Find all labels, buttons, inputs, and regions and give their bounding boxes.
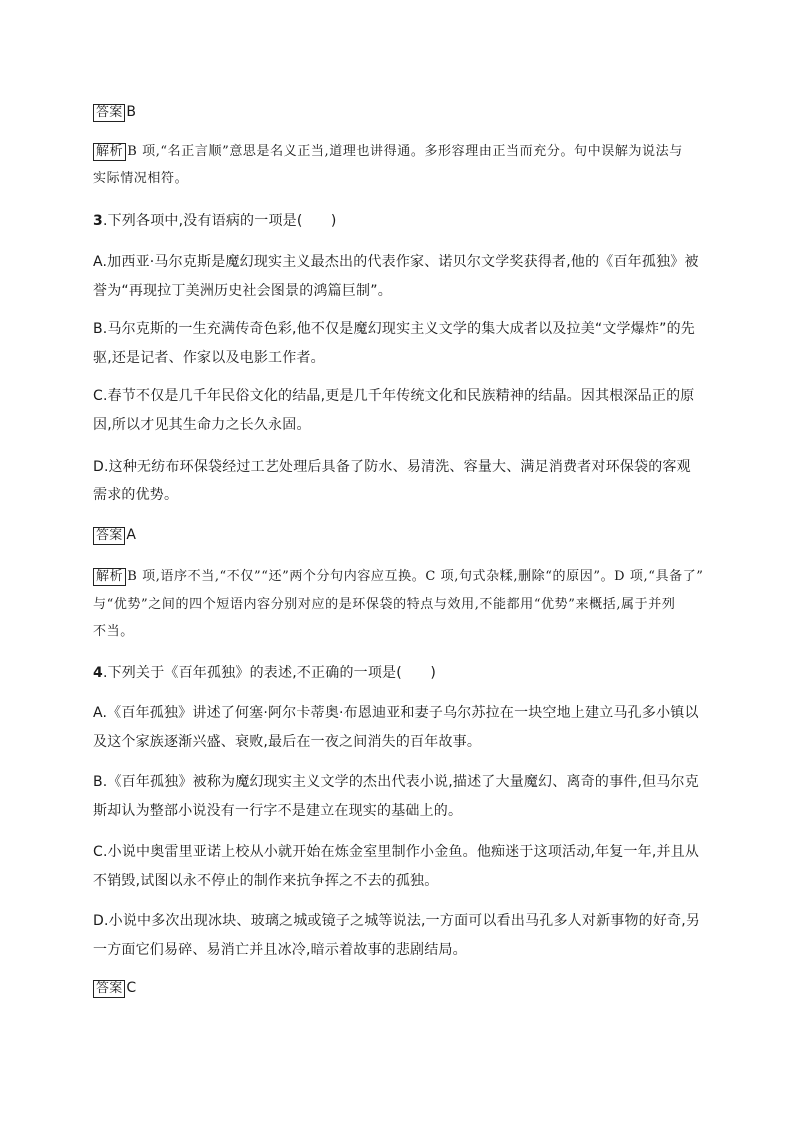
answer-line [93, 526, 703, 545]
option-a-line: 誉为“再现拉丁美洲历史社会图景的鸿篇巨制”。 [93, 283, 392, 299]
option-d-line: 一方面它们易碎、易消亡并且冰冷,暗示着故事的悲剧结局。 [93, 942, 467, 958]
analysis-line [93, 143, 703, 161]
answer-tag: 答案 [93, 980, 125, 998]
option-c-line: C.春节不仅是几千年民俗文化的结晶,更是几千年传统文化和民族精神的结晶。因其根深品正的原 [93, 388, 695, 404]
question-number: 3 [93, 213, 103, 229]
option-c-line: 不销毁,试图以永不停止的制作来抗争挥之不去的孤独。 [93, 873, 439, 889]
answer-value: B [126, 104, 137, 120]
answer-line [93, 979, 703, 998]
option-c-line: 因,所以才见其生命力之长久永固。 [93, 417, 311, 433]
answer-tag: 答案 [93, 527, 125, 545]
option-a-line: A.加西亚·马尔克斯是魔幻现实主义最杰出的代表作家、诺贝尔文学奖获得者,他的《百年孤独》被 [93, 254, 699, 270]
answer-value: C [126, 980, 137, 996]
option-d-line: 需求的优势。 [93, 487, 179, 503]
option-b-line: 驱,还是记者、作家以及电影工作者。 [93, 350, 325, 366]
analysis-text: B 项,语序不当,“不仅”“还”两个分句内容应互换。C 项,句式杂糅,删除“的原因”。D 项,“具备了” [127, 569, 704, 584]
answer-line [93, 103, 703, 122]
analysis-line: 与“优势”之间的四个短语内容分别对应的是环保袋的特点与效用,不能都用“优势”来概括,属于并列 [93, 597, 676, 612]
option-b-line: B.《百年孤独》被称为魔幻现实主义文学的杰出代表小说,描述了大量魔幻、离奇的事件,但马尔克 [93, 774, 699, 790]
option-c-line: C.小说中奥雷里亚诺上校从小就开始在炼金室里制作小金鱼。他痴迷于这项活动,年复一年,并且从 [93, 844, 700, 860]
analysis-tag: 解析 [93, 568, 126, 586]
option-a-line: A.《百年孤独》讲述了何塞·阿尔卡蒂奥·布恩迪亚和妻子乌尔苏拉在一块空地上建立马孔多小镇以 [93, 705, 699, 721]
option-d-line: D.小说中多次出现冰块、玻璃之城或镜子之城等说法,一方面可以看出马孔多人对新事物的好奇,另 [93, 913, 701, 929]
analysis-line: 实际情况相符。 [93, 171, 189, 186]
analysis-line: 不当。 [93, 624, 134, 639]
option-b-line: 斯却认为整部小说没有一行字不是建立在现实的基础上的。 [93, 803, 463, 819]
option-b-line: B.马尔克斯的一生充满传奇色彩,他不仅是魔幻现实主义文学的集大成者以及拉美“文学爆炸”的先 [93, 321, 696, 337]
question-text: .下列各项中,没有语病的一项是( ) [102, 213, 337, 229]
question-stem [93, 212, 703, 230]
question-number: 4 [93, 665, 103, 681]
question-stem [93, 664, 703, 682]
answer-tag: 答案 [93, 104, 125, 122]
analysis-tag: 解析 [93, 143, 126, 161]
analysis-line [93, 568, 703, 586]
answer-value: A [126, 527, 137, 543]
option-a-line: 及这个家族逐渐兴盛、衰败,最后在一夜之间消失的百年故事。 [93, 734, 482, 750]
question-text: .下列关于《百年孤独》的表述,不正确的一项是( ) [102, 665, 436, 681]
option-d-line: D.这种无纺布环保袋经过工艺处理后具备了防水、易清洗、容量大、满足消费者对环保袋的客观 [93, 459, 691, 475]
analysis-text: B 项,“名正言顺”意思是名义正当,道理也讲得通。多形容理由正当而充分。句中误解为说法与 [127, 144, 683, 159]
